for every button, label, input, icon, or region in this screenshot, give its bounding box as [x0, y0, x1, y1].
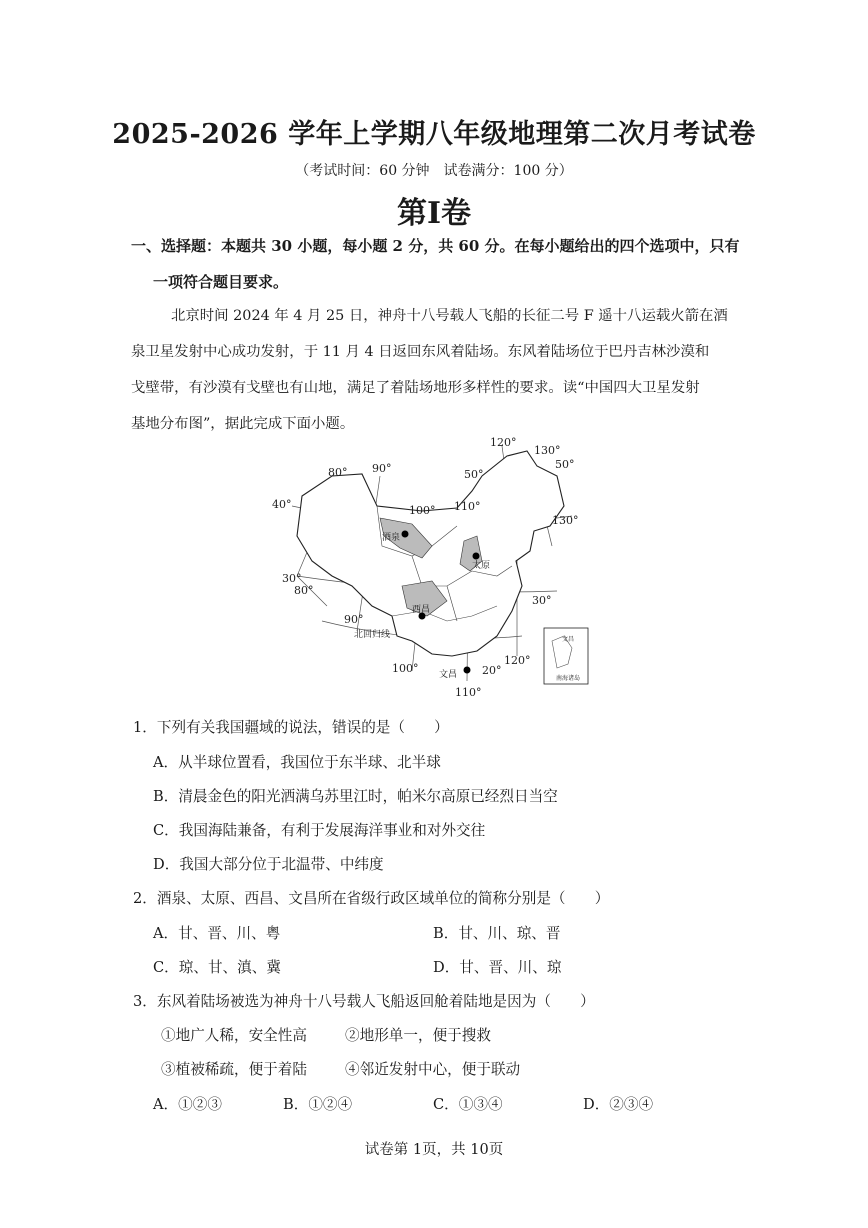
label-lon120b: 120°	[504, 654, 531, 667]
q2-option-d: D．甘、晋、川、琼	[433, 959, 562, 976]
q3-option-c: C．①③④	[433, 1096, 503, 1113]
label-lon100b: 100°	[392, 662, 419, 675]
q3-option-d: D．②③④	[583, 1096, 654, 1113]
q2-option-a: A．甘、晋、川、粤	[153, 925, 281, 942]
label-wenchang: 文昌	[439, 670, 458, 680]
section-instructions	[131, 228, 751, 300]
q3-option-b: B．①②④	[283, 1096, 353, 1113]
label-tropic: 北回归线	[354, 630, 391, 640]
q3-option-a: A．①②③	[153, 1096, 222, 1113]
q2-option-b: B．甘、川、琼、晋	[433, 925, 561, 942]
q3-statement-3: ③植被稀疏，便于着陆	[161, 1061, 307, 1078]
inset-sea-label: 南海诸岛	[556, 675, 581, 682]
label-lon110b: 110°	[455, 686, 482, 699]
label-taiyuan: 太原	[472, 561, 491, 571]
satellite-launch-base-map	[272, 436, 592, 702]
label-lon90b: 90°	[344, 613, 364, 626]
label-lon130a: 130°	[534, 444, 561, 457]
q3-statement-1: ①地广人稀，安全性高	[161, 1027, 307, 1044]
label-lon130b: 130°	[552, 514, 579, 527]
label-lat30b: 30°	[532, 594, 552, 607]
exam-subtitle: （考试时间：60 分钟 试卷满分：100 分）	[295, 163, 573, 179]
question-3-stem: 3．东风着陆场被选为神舟十八号载人飞船返回舱着陆地是因为（ ）	[133, 993, 595, 1010]
reading-passage	[131, 298, 751, 442]
jiuquan-marker	[402, 531, 409, 538]
passage-line: 戈壁带，有沙漠有戈壁也有山地，满足了着陆场地形多样性的要求。读“中国四大卫星发射	[131, 380, 700, 396]
q1-option-b: B．清晨金色的阳光洒满乌苏里江时，帕米尔高原已经烈日当空	[153, 788, 558, 805]
question-1-stem: 1．下列有关我国疆域的说法，错误的是（ ）	[133, 719, 449, 736]
q1-option-c: C．我国海陆兼备，有利于发展海洋事业和对外交往	[153, 822, 486, 839]
q1-option-a: A．从半球位置看，我国位于东半球、北半球	[153, 754, 441, 771]
label-lon80a: 80°	[328, 466, 348, 479]
q3-statement-4: ④邻近发射中心，便于联动	[345, 1061, 521, 1078]
label-lat50b: 50°	[555, 458, 575, 471]
section-line-2: 一项符合题目要求。	[153, 273, 289, 291]
china-outline	[297, 451, 564, 656]
taiyuan-marker	[473, 553, 480, 560]
label-lon100a: 100°	[409, 504, 436, 517]
passage-line: 北京时间 2024 年 4 月 25 日，神舟十八号载人飞船的长征二号 F 遥十八运载火箭在酒	[171, 308, 728, 324]
label-lon80b: 80°	[294, 584, 314, 597]
label-lat40: 40°	[272, 498, 292, 511]
label-lat20: 20°	[482, 664, 502, 677]
q1-option-d: D．我国大部分位于北温带、中纬度	[153, 856, 384, 873]
page-footer: 试卷第 1页，共 10页	[364, 1142, 504, 1158]
section-line-1: 一、选择题：本题共 30 小题，每小题 2 分，共 60 分。在每小题给出的四个选项中，只有	[131, 237, 740, 255]
wenchang-marker	[464, 667, 471, 674]
inset-wenchang-label: 文昌	[562, 636, 575, 643]
label-jiuquan: 酒泉	[382, 533, 401, 543]
exam-title: 2025-2026 学年上学期八年级地理第二次月考试卷	[112, 119, 756, 150]
passage-line: 基地分布图”，据此完成下面小题。	[131, 416, 355, 432]
label-lat30: 30°	[282, 572, 302, 585]
label-xichang: 西昌	[412, 605, 431, 615]
label-lat50a: 50°	[464, 468, 484, 481]
label-lon120a: 120°	[490, 436, 517, 449]
volume-heading: 第Ⅰ卷	[396, 196, 472, 231]
label-lon90a: 90°	[372, 462, 392, 475]
passage-line: 泉卫星发射中心成功发射，于 11 月 4 日返回东风着陆场。东风着陆场位于巴丹吉林沙漠和	[131, 344, 710, 360]
label-lon110a: 110°	[454, 500, 481, 513]
q2-option-c: C．琼、甘、滇、冀	[153, 959, 281, 976]
south-china-sea-inset	[544, 628, 588, 684]
question-2-stem: 2．酒泉、太原、西昌、文昌所在省级行政区域单位的简称分别是（ ）	[133, 890, 610, 907]
q3-statement-2: ②地形单一，便于搜救	[345, 1027, 491, 1044]
